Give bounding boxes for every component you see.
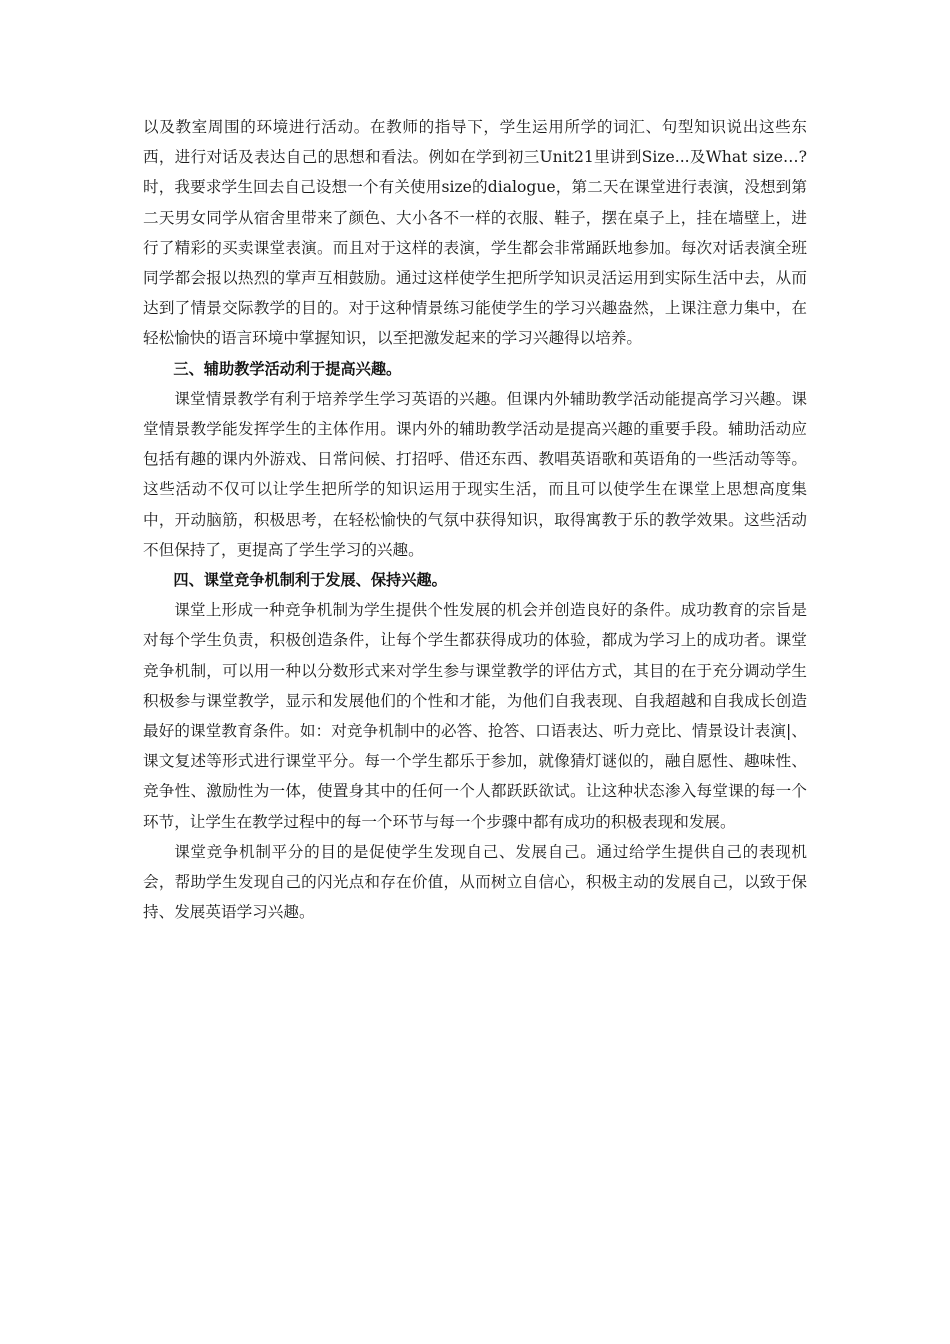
document-body [143, 112, 807, 927]
paragraph-auxiliary-activities: 课堂情景教学有利于培养学生学习英语的兴趣。但课内外辅助教学活动能提高学习兴趣。课堂情景教学能发挥学生的主体作用。课内外的辅助教学活动是提高兴趣的重要手段。辅助活动应包括有趣的课内外游戏、日常问候、打招呼、借还东西、教唱英语歌和英语角的一些活动等等。这些活动不仅可以让学生把所学的知识运用于现实生活，而且可以使学生在课堂上思想高度集中，开动脑筋，积极思考，在轻松愉快的气氛中获得知识，取得寓教于乐的教学效果。这些活动不但保持了，更提高了学生学习的兴趣。 [143, 389, 807, 559]
paragraph-competition-mechanism: 课堂上形成一种竞争机制为学生提供个性发展的机会并创造良好的条件。成功教育的宗旨是对每个学生负责，积极创造条件，让每个学生都获得成功的体验，都成为学习上的成功者。课堂竞争机制，可以用一种以分数形式来对学生参与课堂教学的评估方式，其目的在于充分调动学生积极参与课堂教学，显示和发展他们的个性和才能，为他们自我表现、自我超越和自我成长创造最好的课堂教育条件。如：对竞争机制中的必答、抢答、口语表达、听力竞比、情景设计表演|、课文复述等形式进行课堂平分。每一个学生都乐于参加，就像猜灯谜似的，融自愿性、趣味性、竞争性、激励性为一体，使置身其中的任何一个人都跃跃欲试。让这种状态渗入每堂课的每一个环节，让学生在教学过程中的每一个环节与每一个步骤中都有成功的积极表现和发展。 [143, 601, 807, 831]
section-heading-competition-mechanism: 四、课堂竞争机制利于发展、保持兴趣。 [173, 571, 447, 590]
paragraph-competition-purpose: 课堂竞争机制平分的目的是促使学生发现自己、发展自己。通过给学生提供自己的表现机会，帮助学生发现自己的闪光点和存在价值，从而树立自信心，积极主动的发展自己，以致于保持、发展英语学习兴趣。 [143, 842, 807, 922]
paragraph-situational-practice: 以及教室周围的环境进行活动。在教师的指导下，学生运用所学的词汇、句型知识说出这些东西，进行对话及表达自己的思想和看法。例如在学到初三Unit21里讲到Size...及What size…?时，我要求学生回去自己设想一个有关使用size的dialogue，第二天在课堂进行表演，没想到第二天男女同学从宿舍里带来了颜色、大小各不一样的衣服、鞋子，摆在桌子上，挂在墙壁上，进行了精彩的买卖课堂表演。而且对于这样的表演，学生都会非常踊跃地参加。每次对话表演全班同学都会报以热烈的掌声互相鼓励。通过这样使学生把所学知识灵活运用到实际生活中去，从而达到了情景交际教学的目的。对于这种情景练习能使学生的学习兴趣盎然，上课注意力集中，在轻松愉快的语言环境中掌握知识，以至把激发起来的学习兴趣得以培养。 [143, 118, 807, 348]
section-heading-auxiliary-activities: 三、辅助教学活动利于提高兴趣。 [173, 359, 402, 378]
